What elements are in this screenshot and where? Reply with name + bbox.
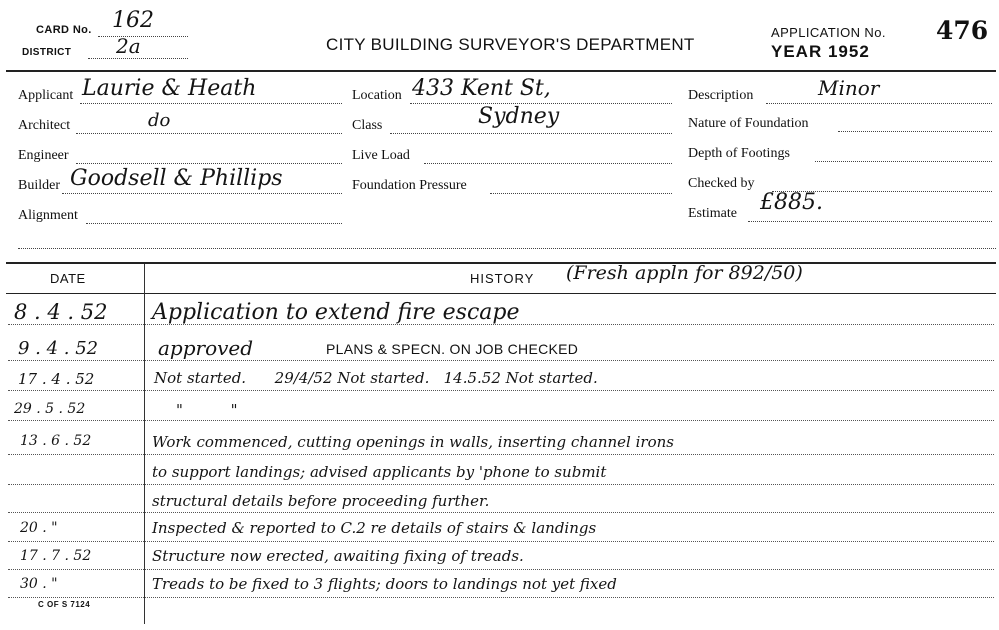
description-line bbox=[766, 103, 992, 104]
builder-value: Goodsell & Phillips bbox=[70, 166, 283, 191]
row-line bbox=[8, 360, 994, 361]
description-value: Minor bbox=[818, 76, 880, 100]
department-title: CITY BUILDING SURVEYOR'S DEPARTMENT bbox=[326, 35, 695, 54]
row-date: 17 . 4 . 52 bbox=[18, 370, 95, 388]
nature-of-foundation-label: Nature of Foundation bbox=[688, 116, 809, 131]
architect-label: Architect bbox=[18, 118, 71, 133]
foundation-pressure-label: Foundation Pressure bbox=[352, 178, 467, 193]
card-no-line bbox=[98, 36, 188, 37]
history-note: (Fresh appln for 892/50) bbox=[566, 262, 803, 284]
estimate-line bbox=[748, 221, 992, 222]
fields-extra-line bbox=[18, 248, 996, 249]
row-date: 20 . " bbox=[20, 520, 58, 536]
alignment-line bbox=[86, 223, 342, 224]
table-header-rule bbox=[6, 293, 996, 294]
history-column-header: HISTORY bbox=[470, 271, 535, 286]
architect-line bbox=[76, 133, 342, 134]
estimate-value: £885. bbox=[760, 190, 823, 215]
row-text: Work commenced, cutting openings in walls, inserting channel irons bbox=[152, 433, 674, 451]
form-code: C OF S 7124 bbox=[38, 600, 91, 609]
card-no-value: 162 bbox=[112, 8, 154, 33]
applicant-value: Laurie & Heath bbox=[82, 76, 257, 101]
architect-value: do bbox=[148, 110, 171, 131]
class-line bbox=[390, 133, 672, 134]
row-line bbox=[8, 512, 994, 513]
row-text: Treads to be fixed to 3 flights; doors to landings not yet fixed bbox=[152, 575, 617, 593]
nature-line bbox=[838, 131, 992, 132]
row-text: Structure now erected, awaiting fixing of treads. bbox=[152, 547, 524, 565]
application-label: APPLICATION No. bbox=[771, 25, 886, 40]
date-column-divider bbox=[144, 264, 145, 624]
row-date: 29 . 5 . 52 bbox=[14, 401, 86, 417]
district-line bbox=[88, 58, 188, 59]
row-line bbox=[8, 454, 994, 455]
alignment-label: Alignment bbox=[18, 208, 78, 223]
estimate-label: Estimate bbox=[688, 206, 737, 221]
row-date: 17 . 7 . 52 bbox=[20, 548, 92, 564]
engineer-line bbox=[76, 163, 342, 164]
district-label: DISTRICT bbox=[22, 47, 72, 58]
year-label: YEAR 1952 bbox=[771, 42, 870, 61]
row-text: Inspected & reported to C.2 re details of stairs & landings bbox=[152, 519, 597, 537]
row-line bbox=[8, 484, 994, 485]
row-date: 13 . 6 . 52 bbox=[20, 433, 92, 449]
engineer-label: Engineer bbox=[18, 148, 69, 163]
live-load-line bbox=[424, 163, 672, 164]
checked-by-label: Checked by bbox=[688, 176, 755, 191]
application-number: 476 bbox=[936, 16, 989, 45]
description-label: Description bbox=[688, 88, 754, 103]
table-top-rule bbox=[6, 262, 996, 264]
row-date: 9 . 4 . 52 bbox=[18, 338, 99, 359]
date-column-header: DATE bbox=[50, 271, 86, 286]
foundation-pressure-line bbox=[490, 193, 672, 194]
row-line bbox=[8, 541, 994, 542]
row-line bbox=[8, 597, 994, 598]
row-line bbox=[8, 390, 994, 391]
row-line bbox=[8, 420, 994, 421]
depth-line bbox=[815, 161, 992, 162]
location-label: Location bbox=[352, 88, 402, 103]
builder-line bbox=[62, 193, 342, 194]
row-text: Not started. 29/4/52 Not started. 14.5.52 Not started. bbox=[154, 369, 598, 387]
district-value: 2a bbox=[116, 34, 141, 58]
row-date: 8 . 4 . 52 bbox=[14, 300, 108, 324]
applicant-label: Applicant bbox=[18, 88, 74, 103]
class-label: Class bbox=[352, 118, 383, 133]
builder-label: Builder bbox=[18, 178, 60, 193]
row-date: 30 . " bbox=[20, 576, 58, 592]
location-value-line2: Sydney bbox=[478, 104, 560, 129]
plans-checked-stamp: PLANS & SPECN. ON JOB CHECKED bbox=[326, 341, 579, 357]
row-text: Application to extend fire escape bbox=[152, 300, 520, 325]
header-rule bbox=[6, 70, 996, 72]
row-text: structural details before proceeding further. bbox=[152, 492, 490, 510]
row-text: " " bbox=[176, 401, 238, 419]
depth-of-footings-label: Depth of Footings bbox=[688, 146, 790, 161]
row-line bbox=[8, 569, 994, 570]
card-no-label: CARD No. bbox=[36, 24, 92, 36]
applicant-line bbox=[80, 103, 342, 104]
live-load-label: Live Load bbox=[352, 148, 410, 163]
row-text: to support landings; advised applicants by 'phone to submit bbox=[152, 463, 607, 481]
row-text: approved bbox=[158, 336, 254, 360]
location-value: 433 Kent St, bbox=[412, 76, 551, 101]
